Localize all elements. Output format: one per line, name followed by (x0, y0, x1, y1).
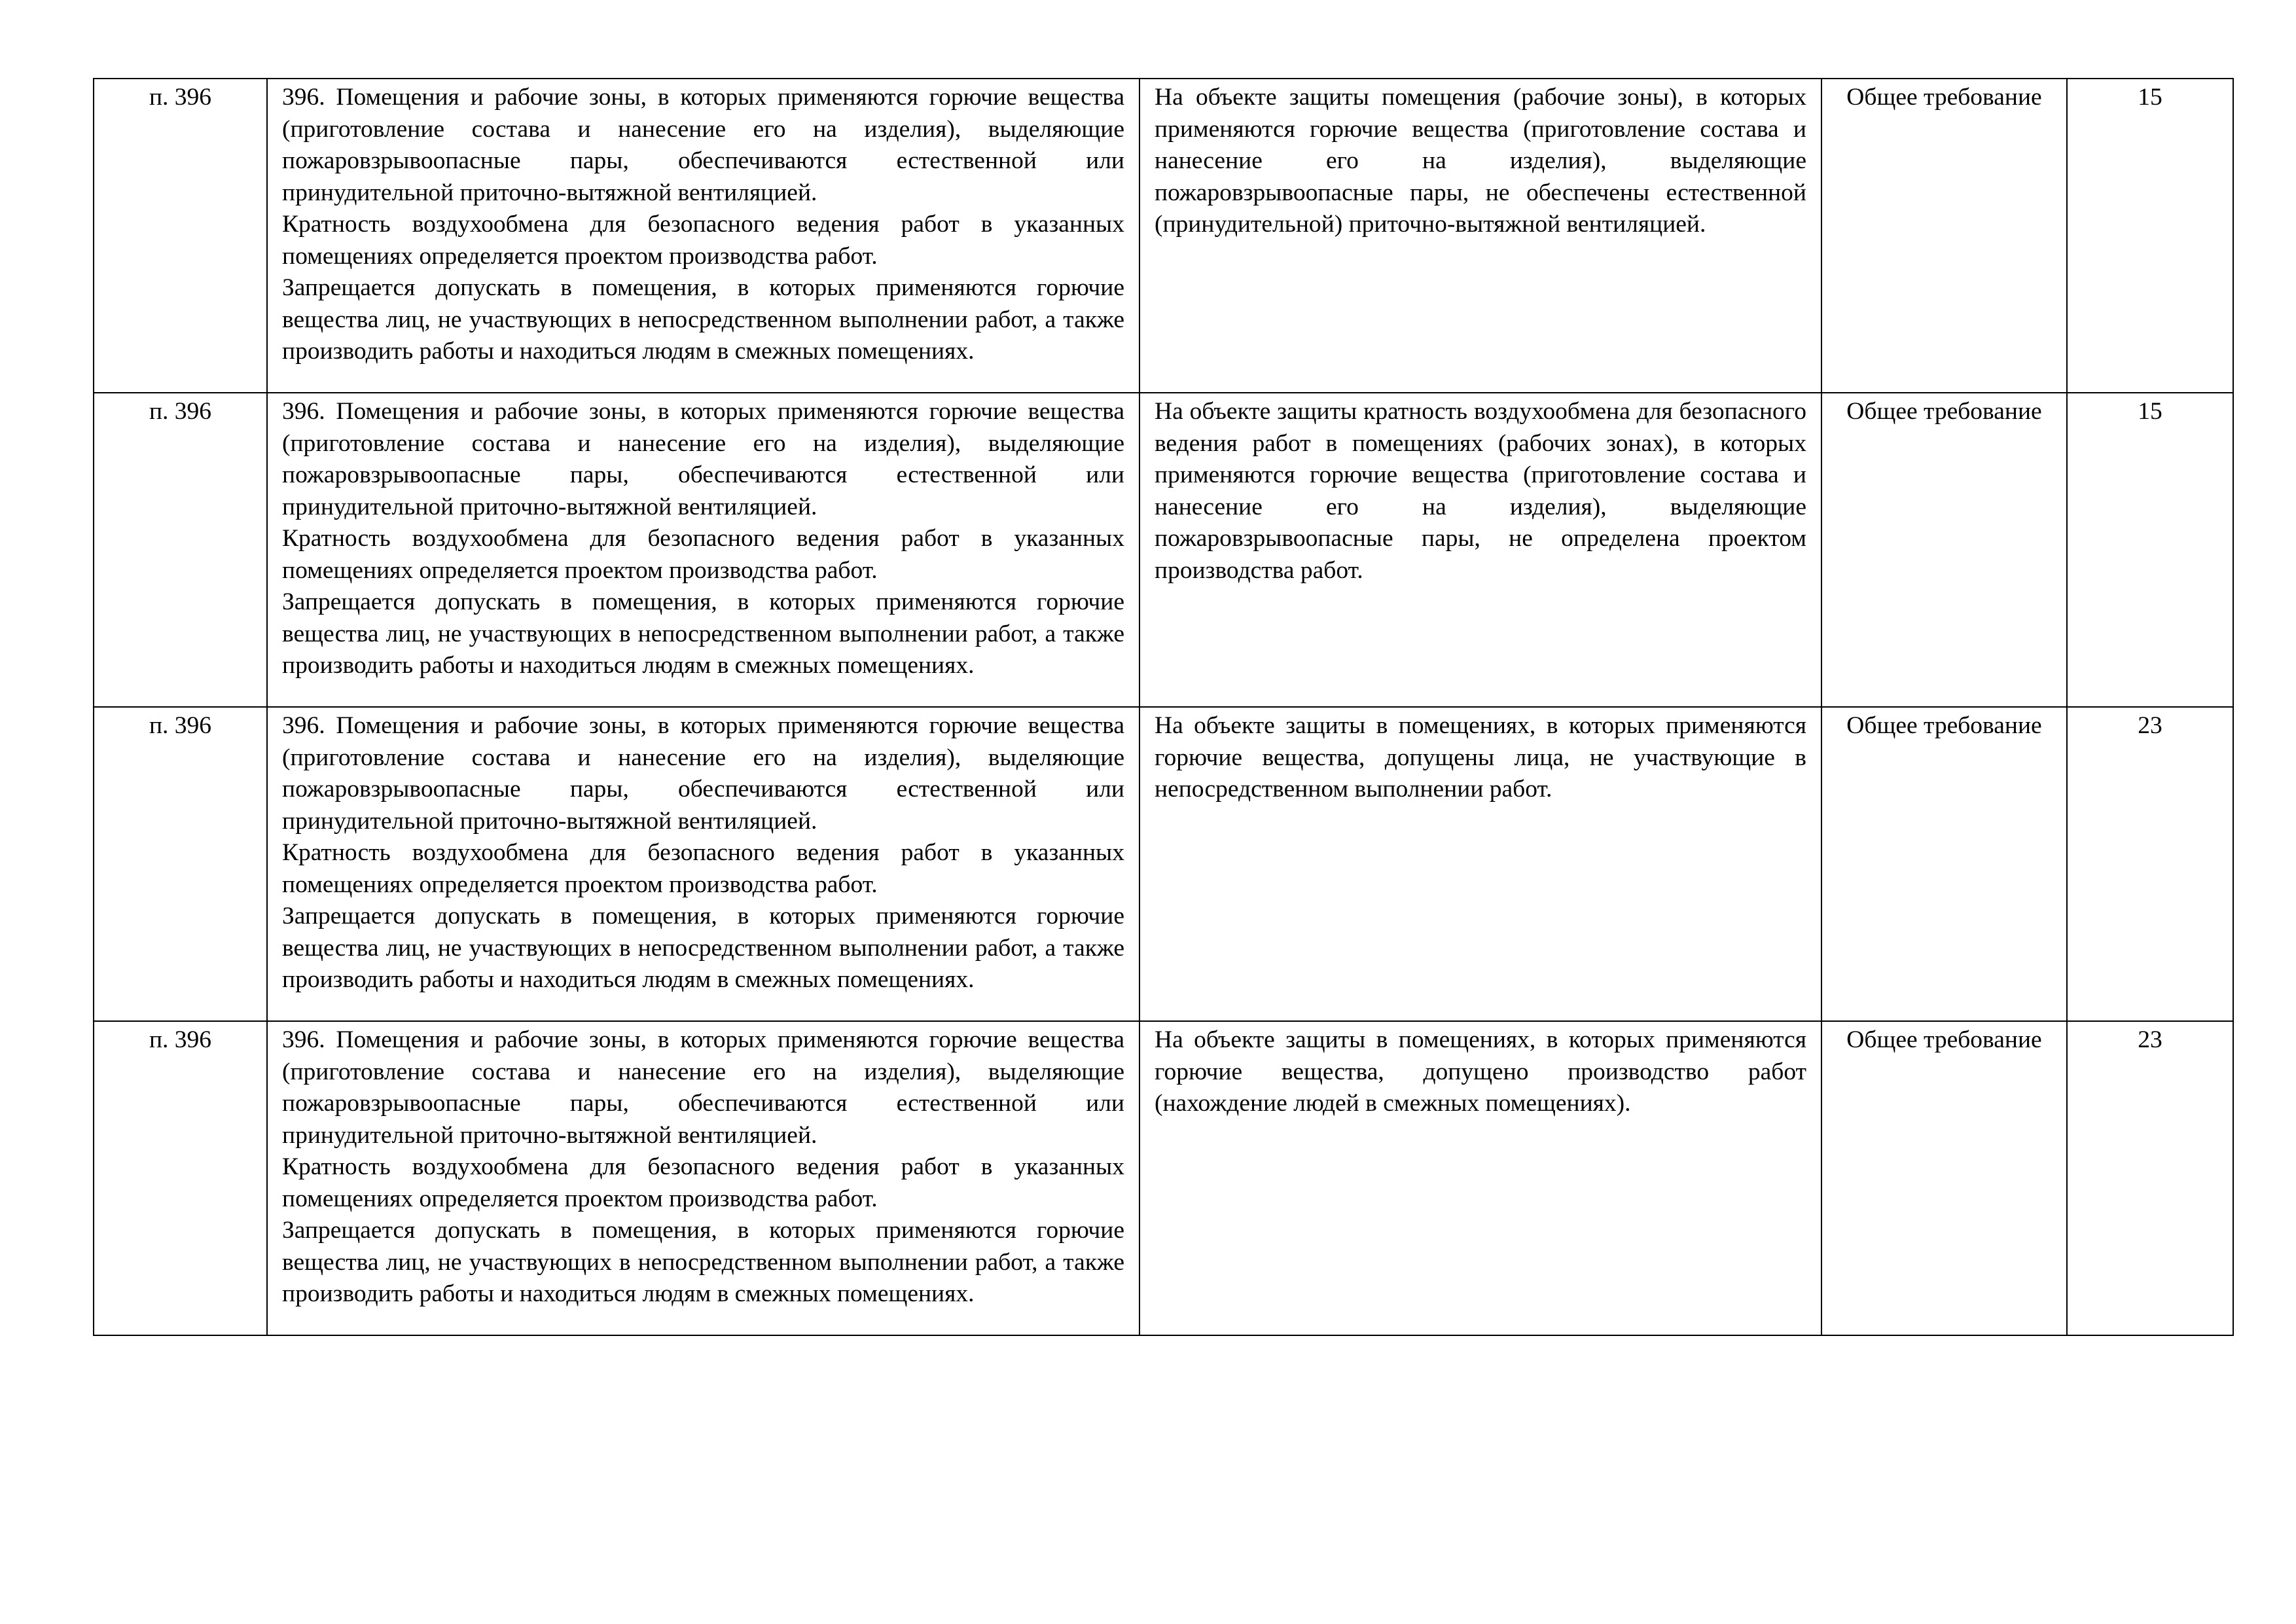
norm-paragraph: Запрещается допускать в помещения, в которых применяются горючие вещества лиц, не участвующих в непосредственном выполнении работ, а также производить работы и находиться людям в смежных помещениях. (282, 1217, 1124, 1307)
requirement-type: Общее требование (1821, 707, 2067, 1021)
norm-paragraph: 396. Помещения и рабочие зоны, в которых применяются горючие вещества (приготовление состава и нанесение его на изделия), выделяющие пожаровзрывоопасные пары, обеспечиваются естественной или принудительной приточно-вытяжной вентиляцией. (282, 84, 1124, 206)
violation-text: На объекте защиты помещения (рабочие зоны), в которых применяются горючие вещества (приготовление состава и нанесение его на изделия), выделяющие пожаровзрывоопасные пары, не обеспечены естественной (принудительной) приточно-вытяжной вентиляцией. (1139, 79, 1821, 393)
norm-paragraph: Кратность воздухообмена для безопасного ведения работ в указанных помещениях определяется проектом производства работ. (282, 839, 1124, 898)
norm-paragraph: Кратность воздухообмена для безопасного ведения работ в указанных помещениях определяется проектом производства работ. (282, 1153, 1124, 1212)
violation-text: На объекте защиты кратность воздухообмена для безопасного ведения работ в помещениях (рабочих зонах), в которых применяются горючие вещества (приготовление состава и нанесение его на изделия), выделяющие пожаровзрывоопасные пары, не определена проектом производства работ. (1139, 393, 1821, 707)
norm-paragraph: Запрещается допускать в помещения, в которых применяются горючие вещества лиц, не участвующих в непосредственном выполнении работ, а также производить работы и находиться людям в смежных помещениях. (282, 903, 1124, 993)
clause-reference: п. 396 (94, 707, 267, 1021)
requirements-table (93, 78, 2234, 1336)
clause-reference: п. 396 (94, 393, 267, 707)
norm-text (267, 707, 1139, 1021)
norm-text (267, 79, 1139, 393)
norm-text (267, 393, 1139, 707)
clause-reference: п. 396 (94, 1021, 267, 1335)
requirement-type: Общее требование (1821, 393, 2067, 707)
norm-paragraph: Кратность воздухообмена для безопасного ведения работ в указанных помещениях определяется проектом производства работ. (282, 211, 1124, 270)
table-row (94, 707, 2233, 1021)
norm-paragraph: Запрещается допускать в помещения, в которых применяются горючие вещества лиц, не участвующих в непосредственном выполнении работ, а также производить работы и находиться людям в смежных помещениях. (282, 274, 1124, 365)
severity-value: 23 (2067, 707, 2233, 1021)
clause-reference: п. 396 (94, 79, 267, 393)
norm-paragraph: 396. Помещения и рабочие зоны, в которых применяются горючие вещества (приготовление состава и нанесение его на изделия), выделяющие пожаровзрывоопасные пары, обеспечиваются естественной или принудительной приточно-вытяжной вентиляцией. (282, 398, 1124, 520)
requirement-type: Общее требование (1821, 79, 2067, 393)
table-row (94, 1021, 2233, 1335)
severity-value: 23 (2067, 1021, 2233, 1335)
norm-paragraph: Запрещается допускать в помещения, в которых применяются горючие вещества лиц, не участвующих в непосредственном выполнении работ, а также производить работы и находиться людям в смежных помещениях. (282, 588, 1124, 679)
norm-paragraph: Кратность воздухообмена для безопасного ведения работ в указанных помещениях определяется проектом производства работ. (282, 525, 1124, 584)
violation-text: На объекте защиты в помещениях, в которых применяются горючие вещества, допущены лица, не участвующие в непосредственном выполнении работ. (1139, 707, 1821, 1021)
norm-paragraph: 396. Помещения и рабочие зоны, в которых применяются горючие вещества (приготовление состава и нанесение его на изделия), выделяющие пожаровзрывоопасные пары, обеспечиваются естественной или принудительной приточно-вытяжной вентиляцией. (282, 1026, 1124, 1149)
norm-paragraph: 396. Помещения и рабочие зоны, в которых применяются горючие вещества (приготовление состава и нанесение его на изделия), выделяющие пожаровзрывоопасные пары, обеспечиваются естественной или принудительной приточно-вытяжной вентиляцией. (282, 712, 1124, 835)
requirement-type: Общее требование (1821, 1021, 2067, 1335)
severity-value: 15 (2067, 393, 2233, 707)
violation-text: На объекте защиты в помещениях, в которых применяются горючие вещества, допущено производство работ (нахождение людей в смежных помещениях). (1139, 1021, 1821, 1335)
table-row (94, 393, 2233, 707)
norm-text (267, 1021, 1139, 1335)
severity-value: 15 (2067, 79, 2233, 393)
table-row (94, 79, 2233, 393)
